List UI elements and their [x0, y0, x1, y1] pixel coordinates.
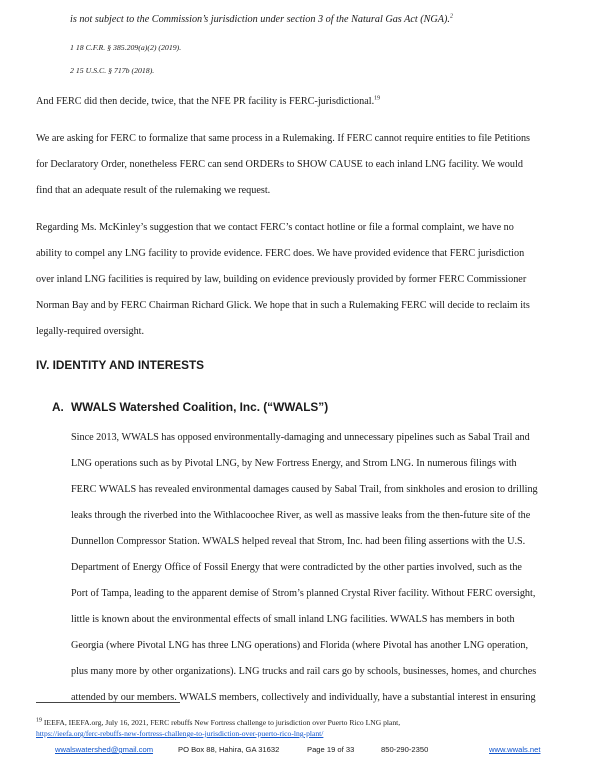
text-line: Department of Energy Office of Fossil Energy that were contradicted by the other parties involved, such as the: [71, 562, 522, 573]
footer-website-link[interactable]: www.wwals.net: [489, 745, 541, 754]
text-line: legally-required oversight.: [36, 326, 145, 337]
footer-phone: 850-290-2350: [381, 745, 429, 754]
text-line: over inland LNG facilities is required by law, building on evidence previously provided by former FERC Commissioner: [36, 274, 527, 285]
text-line: leaks through the riverbed into the Withlacoochee River, as well as massive leaks from the then-future site of the: [71, 510, 531, 521]
text-line: Port of Tampa, leading to the apparent demise of Strom’s planned Crystal River facility. Without FERC oversight,: [71, 588, 536, 599]
text-line: ability to compel any LNG facility to provide evidence. FERC does. We have provided evidence that FERC jurisdiction: [36, 248, 525, 259]
footnote-19: $^{19}$ IEEFA, IEEFA.org, July 16, 2021, FERC rebuffs New Fortress challenge to jurisdiction over Puerto Rico LNG plant,: [36, 717, 401, 727]
text-line: FERC WWALS has revealed environmental damages caused by Sabal Trail, from sinkholes and erosion to drilling: [71, 484, 538, 495]
text-line: find that an adequate result of the rulemaking we request.: [36, 185, 271, 196]
footnote-ref-19[interactable]: 19: [374, 95, 381, 102]
footnote-number: 19: [36, 717, 42, 724]
text-line: LNG operations such as by Pivotal LNG, by New Fortress Energy, and Strom LNG. In numerous filings with: [71, 458, 517, 469]
text-line: for Declaratory Order, nonetheless FERC can send ORDERs to SHOW CAUSE to each inland LNG facility. We would: [36, 159, 523, 170]
footer-email-link[interactable]: wwalswatershed@gmail.com: [55, 745, 154, 754]
text-line: Dunnellon Compressor Station. WWALS helped reveal that Strom, Inc. had been filing assertions with the U.S.: [71, 536, 526, 547]
section-heading: IV. IDENTITY AND INTERESTS: [36, 358, 205, 372]
quote-line: is not subject to the Commission’s jurisdiction under section 3 of the Natural Gas Act (NGA).$^2$: [70, 13, 453, 25]
text-line: little is known about the environmental effects of small inland LNG facilities. WWALS has members in both: [71, 614, 515, 625]
quote-footnote-2: 2 15 U.S.C. § 717b (2018).: [70, 66, 155, 75]
subheading-wwals: WWALS Watershed Coalition, Inc. (“WWALS”): [71, 400, 329, 414]
subheading-marker: A.: [52, 400, 64, 414]
text-line: Norman Bay and by FERC Chairman Richard Glick. We hope that in such a Rulemaking FERC will decide to reclaim its: [36, 300, 530, 311]
text-line: Georgia (where Pivotal LNG has three LNG operations) and Florida (where Pivotal has another LNG operation,: [71, 640, 528, 651]
footer-page-number: Page 19 of 33: [307, 745, 355, 754]
footer-address: PO Box 88, Hahira, GA 31632: [178, 745, 280, 754]
quote-footnote-1: 1 18 C.F.R. § 385.209(a)(2) (2019).: [70, 43, 182, 52]
text-line: Regarding Ms. McKinley’s suggestion that we contact FERC’s contact hotline or file a formal complaint, we have no: [36, 222, 514, 233]
text-line: plus many more by other organizations). LNG trucks and rail cars go by schools, businesses, homes, and churches: [71, 666, 537, 677]
text-line: attended by our members. WWALS members, collectively and individually, have a substantial interest in ensuring: [71, 692, 536, 703]
footnote-url-link[interactable]: https://ieefa.org/ferc-rebuffs-new-fortress-challenge-to-jurisdiction-over-puerto-rico-lng-plant/: [36, 729, 324, 738]
text-line: Since 2013, WWALS has opposed environmentally-damaging and unnecessary pipelines such as Sabal Trail and: [71, 432, 530, 443]
footnote-separator: [36, 702, 180, 703]
paragraph-ferc-decision: And FERC did then decide, twice, that the NFE PR facility is FERC-jurisdictional.$^{19}$: [36, 95, 381, 107]
quote-footnote-ref[interactable]: 2: [449, 13, 453, 20]
text-line: We are asking for FERC to formalize that same process in a Rulemaking. If FERC cannot require entities to file Petitions: [36, 133, 531, 144]
